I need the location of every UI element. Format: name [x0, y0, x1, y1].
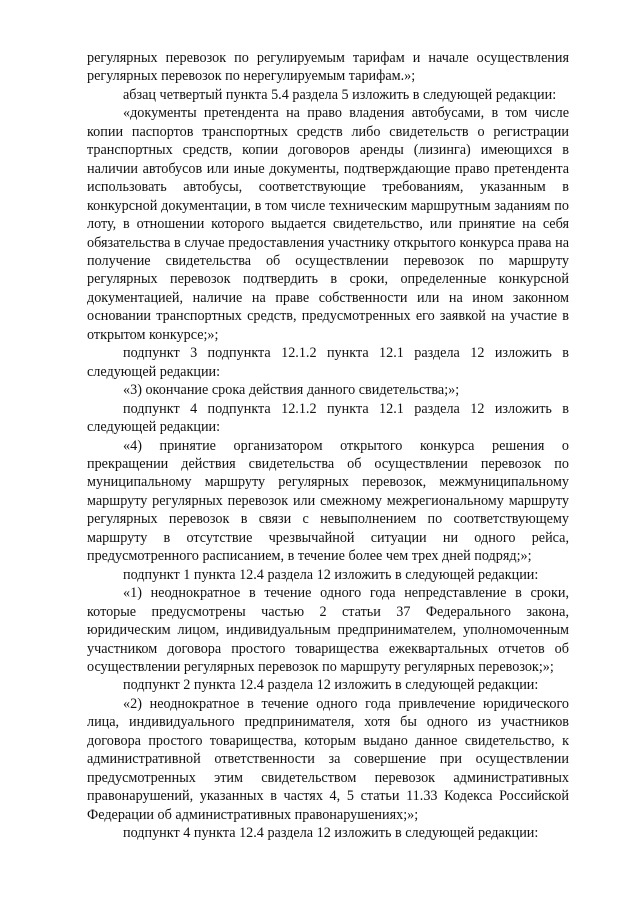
paragraph-instruction: абзац четвертый пункта 5.4 раздела 5 изложить в следующей редакции: — [123, 86, 557, 103]
document-body — [87, 49, 569, 842]
paragraph-quoted-amendment: «1) неоднократное в течение одного года непредставление в сроки, которые предусмотрены частью 2 статьи 37 Федерального закона, юридическим лицом, индивидуальным предпринимателем, уполномоченным участником договора простого товарищества ежеквартальных отчетов об осуществлении регулярных перевозок по маршруту регулярных перевозок;»; — [87, 585, 569, 675]
paragraph-quoted-amendment: «3) окончание срока действия данного свидетельства;»; — [123, 382, 460, 399]
paragraph-instruction: подпункт 1 пункта 12.4 раздела 12 изложить в следующей редакции: — [123, 566, 539, 583]
paragraph-quoted-amendment: «документы претендента на право владения автобусами, в том числе копии паспортов транспортных средств либо свидетельств о регистрации транспортных средств, копии договоров аренды (лизинга) имеющихся в наличии автобусов или иные документы, подтверждающие право претендента использовать автобусы, соответствующие требованиям, указанным в конкурсной документации, в том числе техническим маршрутным заданиям по лоту, в отношении которого выдается свидетельство, или принятие на себя обязательства в случае предоставления участнику открытого конкурса права на получение свидетельства об осуществлении перевозок по маршруту регулярных перевозок подтвердить в сроки, определенные конкурсной документацией, наличие на праве собственности или на ином законном основании транспортных средств, предусмотренных его заявкой на участие в открытом конкурсе;»; — [87, 105, 569, 343]
paragraph-instruction: подпункт 4 подпункта 12.1.2 пункта 12.1 раздела 12 изложить в следующей редакции: — [87, 400, 569, 436]
paragraph-instruction: подпункт 4 пункта 12.4 раздела 12 изложить в следующей редакции: — [123, 825, 539, 842]
paragraph-continuation: регулярных перевозок по регулируемым тарифам и начале осуществления регулярных перевозок по нерегулируемым тарифам.»; — [87, 50, 569, 85]
paragraph-quoted-amendment: «2) неоднократное в течение одного года привлечение юридического лица, индивидуального предпринимателя, хотя бы одного из участников договора простого товарищества, которым выдано данное свидетельство, к административной ответственности за совершение при осуществлении предусмотренных этим свидетельством перевозок административных правонарушений, указанных в частях 4, 5 статьи 11.33 Кодекса Российской Федерации об административных правонарушениях;»; — [87, 695, 569, 823]
paragraph-quoted-amendment: «4) принятие организатором открытого конкурса решения о прекращении действия свидетельства об осуществлении перевозок по муниципальному маршруту регулярных перевозок, межмуниципальному маршруту регулярных перевозок или смежному межрегиональному маршруту регулярных перевозок в связи с невыполнением по соответствующему маршруту в отсутствие чрезвычайной ситуации ни одного рейса, предусмотренного расписанием, в течение более чем трех дней подряд;»; — [87, 437, 569, 565]
paragraph-instruction: подпункт 3 подпункта 12.1.2 пункта 12.1 раздела 12 изложить в следующей редакции: — [87, 345, 569, 380]
paragraph-instruction: подпункт 2 пункта 12.4 раздела 12 изложить в следующей редакции: — [123, 677, 539, 694]
